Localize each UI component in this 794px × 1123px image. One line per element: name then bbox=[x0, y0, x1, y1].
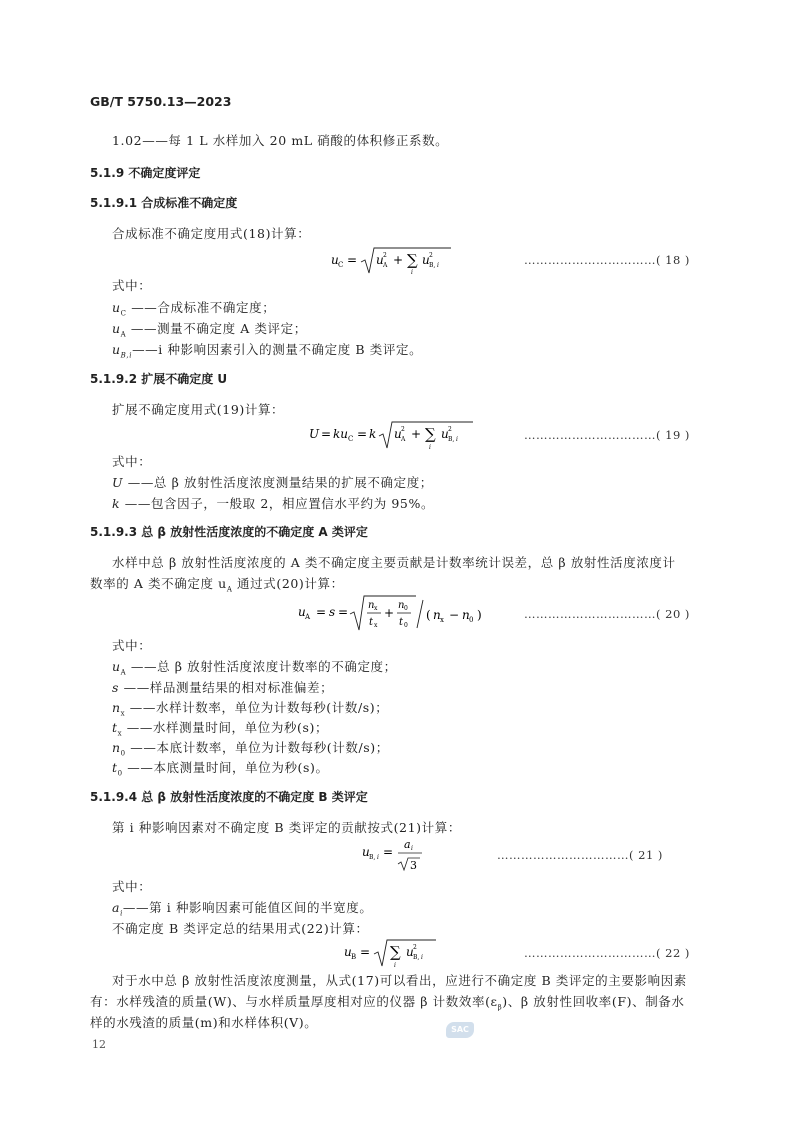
equation-22-number: ……………………………( 22 ) bbox=[524, 946, 690, 960]
svg-text:2: 2 bbox=[383, 252, 387, 259]
equation-22 bbox=[340, 936, 450, 970]
svg-text:=: = bbox=[321, 427, 332, 441]
svg-text:u: u bbox=[406, 945, 414, 959]
section-5-1-9-3-para1: 水样中总 β 放射性活度浓度的 A 类不确定度主要贡献是计数率统计误差，总 β 放射性活度浓度计 bbox=[112, 555, 676, 570]
svg-text:B,: B, bbox=[413, 954, 420, 961]
svg-text:−: − bbox=[449, 608, 460, 622]
section-5-1-9-4-lead: 第 i 种影响因素对不确定度 B 类评定的贡献按式(21)计算： bbox=[112, 820, 461, 835]
svg-text:u: u bbox=[422, 253, 430, 267]
svg-text:=: = bbox=[338, 605, 349, 619]
svg-text:=: = bbox=[383, 845, 394, 859]
svg-text:i: i bbox=[456, 436, 458, 443]
where-label-18: 式中： bbox=[112, 278, 152, 293]
svg-text:B,: B, bbox=[429, 262, 436, 269]
svg-text:i: i bbox=[394, 962, 396, 969]
svg-text:=: = bbox=[316, 605, 327, 619]
svg-text:+: + bbox=[384, 606, 395, 620]
svg-text:u: u bbox=[344, 945, 352, 959]
def-U: U ——总 β 放射性活度浓度测量结果的扩展不确定度； bbox=[112, 475, 433, 490]
svg-text:i: i bbox=[421, 954, 423, 961]
svg-text:i: i bbox=[377, 854, 379, 861]
def-ua-rate: $u_A$ ——总 β 放射性活度浓度计数率的不确定度； bbox=[112, 659, 397, 677]
section-5-1-9-heading: 5.1.9 不确定度评定 bbox=[90, 166, 201, 180]
svg-text:u: u bbox=[331, 253, 339, 267]
def-nx: $n_x$ ——水样计数率，单位为计数每秒(计数/s)； bbox=[112, 700, 389, 718]
section-5-1-9-4-lead22: 不确定度 B 类评定总的结果用式(22)计算： bbox=[112, 921, 369, 936]
svg-text:n: n bbox=[433, 608, 441, 622]
def-uc: $u_C$ ——合成标准不确定度； bbox=[112, 300, 276, 318]
def-s: s ——样品测量结果的相对标准偏差； bbox=[112, 680, 334, 695]
svg-text:0: 0 bbox=[404, 605, 408, 612]
section-5-1-9-4-para1: 对于水中总 β 放射性活度浓度测量，从式(17)可以看出，应进行不确定度 B 类评定的主要影响因素 bbox=[112, 973, 687, 988]
svg-text:C: C bbox=[348, 435, 354, 443]
def-k: k ——包含因子，一般取 2，相应置信水平约为 95%。 bbox=[112, 496, 435, 511]
svg-text:i: i bbox=[411, 269, 413, 276]
svg-text:∑: ∑ bbox=[407, 251, 418, 269]
svg-text:B,: B, bbox=[369, 854, 376, 861]
standard-number: GB/T 5750.13—2023 bbox=[90, 94, 232, 109]
svg-text:k: k bbox=[369, 427, 377, 441]
def-ai: $a_i——$第 i 种影响因素可能值区间的半宽度。 bbox=[112, 900, 373, 918]
equation-20-number: ……………………………( 20 ) bbox=[524, 607, 690, 621]
svg-text:2: 2 bbox=[413, 944, 417, 951]
svg-text:∑: ∑ bbox=[425, 425, 436, 443]
svg-text:2: 2 bbox=[401, 426, 405, 433]
svg-text:∑: ∑ bbox=[390, 943, 401, 961]
svg-text:(: ( bbox=[426, 608, 431, 622]
svg-text:A: A bbox=[383, 262, 388, 269]
svg-text:0: 0 bbox=[404, 622, 408, 629]
section-5-1-9-1-heading: 5.1.9.1 合成标准不确定度 bbox=[90, 196, 238, 210]
equation-18 bbox=[325, 244, 465, 278]
svg-text:): ) bbox=[477, 608, 482, 622]
svg-text:B,: B, bbox=[448, 436, 455, 443]
svg-text:t: t bbox=[399, 617, 404, 628]
svg-text:3: 3 bbox=[410, 859, 417, 872]
where-label-19: 式中： bbox=[112, 454, 152, 469]
def-tx: $t_x$ ——水样测量时间，单位为秒(s)； bbox=[112, 720, 329, 738]
svg-text:A: A bbox=[305, 613, 311, 621]
svg-text:i: i bbox=[411, 845, 413, 852]
page-number: 12 bbox=[92, 1038, 106, 1051]
svg-text:n: n bbox=[398, 600, 405, 611]
svg-text:C: C bbox=[338, 261, 344, 269]
svg-text:u: u bbox=[298, 605, 306, 619]
svg-text:u: u bbox=[362, 845, 370, 859]
svg-text:A: A bbox=[401, 436, 406, 443]
def-n0: $n_0$ ——本底计数率，单位为计数每秒(计数/s)； bbox=[112, 740, 389, 758]
where-label-21: 式中： bbox=[112, 879, 152, 894]
svg-text:x: x bbox=[374, 622, 378, 629]
svg-text:0: 0 bbox=[469, 616, 474, 624]
equation-19-number: ……………………………( 19 ) bbox=[524, 428, 690, 442]
sac-logo-icon: SAC bbox=[446, 1022, 474, 1038]
svg-text:u: u bbox=[441, 427, 449, 441]
equation-20 bbox=[292, 592, 492, 636]
def-ubi: $u_{B,i}——i$ 种影响因素引入的测量不确定度 B 类评定。 bbox=[112, 342, 423, 360]
svg-text:B: B bbox=[351, 953, 357, 961]
svg-text:i: i bbox=[429, 444, 431, 451]
intro-line: 1.02——每 1 L 水样加入 20 mL 硝酸的体积修正系数。 bbox=[112, 133, 449, 148]
def-ua: $u_A$ ——测量不确定度 A 类评定； bbox=[112, 321, 307, 339]
svg-text:u: u bbox=[394, 427, 402, 441]
svg-text:a: a bbox=[404, 838, 411, 851]
svg-text:s: s bbox=[329, 605, 336, 619]
equation-21-number: ……………………………( 21 ) bbox=[497, 848, 663, 862]
svg-text:n: n bbox=[368, 600, 375, 611]
section-5-1-9-2-heading: 5.1.9.2 扩展不确定度 U bbox=[90, 372, 228, 386]
svg-text:x: x bbox=[374, 605, 378, 612]
equation-18-number: ……………………………( 18 ) bbox=[524, 253, 690, 267]
section-5-1-9-3-para2: 数率的 A 类不确定度 $u_A$ 通过式(20)计算： bbox=[90, 576, 344, 594]
section-5-1-9-3-heading: 5.1.9.3 总 β 放射性活度浓度的不确定度 A 类评定 bbox=[90, 525, 368, 539]
svg-text:U: U bbox=[309, 427, 320, 441]
svg-text:ku: ku bbox=[333, 427, 348, 441]
svg-text:n: n bbox=[462, 608, 470, 622]
svg-text:=: = bbox=[347, 253, 358, 267]
svg-text:2: 2 bbox=[429, 252, 433, 259]
svg-text:=: = bbox=[357, 427, 368, 441]
section-5-1-9-4-heading: 5.1.9.4 总 β 放射性活度浓度的不确定度 B 类评定 bbox=[90, 790, 368, 804]
svg-text:u: u bbox=[376, 253, 384, 267]
equation-19 bbox=[305, 418, 485, 454]
section-5-1-9-1-lead: 合成标准不确定度用式(18)计算： bbox=[112, 226, 311, 241]
section-5-1-9-2-lead: 扩展不确定度用式(19)计算： bbox=[112, 402, 285, 417]
svg-text:+: + bbox=[411, 427, 422, 441]
svg-text:t: t bbox=[369, 617, 374, 628]
svg-text:2: 2 bbox=[448, 426, 452, 433]
section-5-1-9-4-para3: 样的水残渣的质量(m)和水样体积(V)。 bbox=[90, 1015, 318, 1030]
svg-text:i: i bbox=[437, 262, 439, 269]
svg-text:x: x bbox=[440, 616, 444, 624]
def-t0: $t_0$ ——本底测量时间，单位为秒(s)。 bbox=[112, 760, 329, 778]
svg-text:+: + bbox=[393, 253, 404, 267]
where-label-20: 式中： bbox=[112, 638, 152, 653]
svg-text:=: = bbox=[360, 945, 371, 959]
equation-21 bbox=[358, 834, 438, 874]
section-5-1-9-4-para2: 有：水样残渣的质量(W)、与水样质量厚度相对应的仪器 β 计数效率$(\varepsilon_\beta)$、β 放射性回收率(F)、制备水 bbox=[90, 994, 685, 1012]
